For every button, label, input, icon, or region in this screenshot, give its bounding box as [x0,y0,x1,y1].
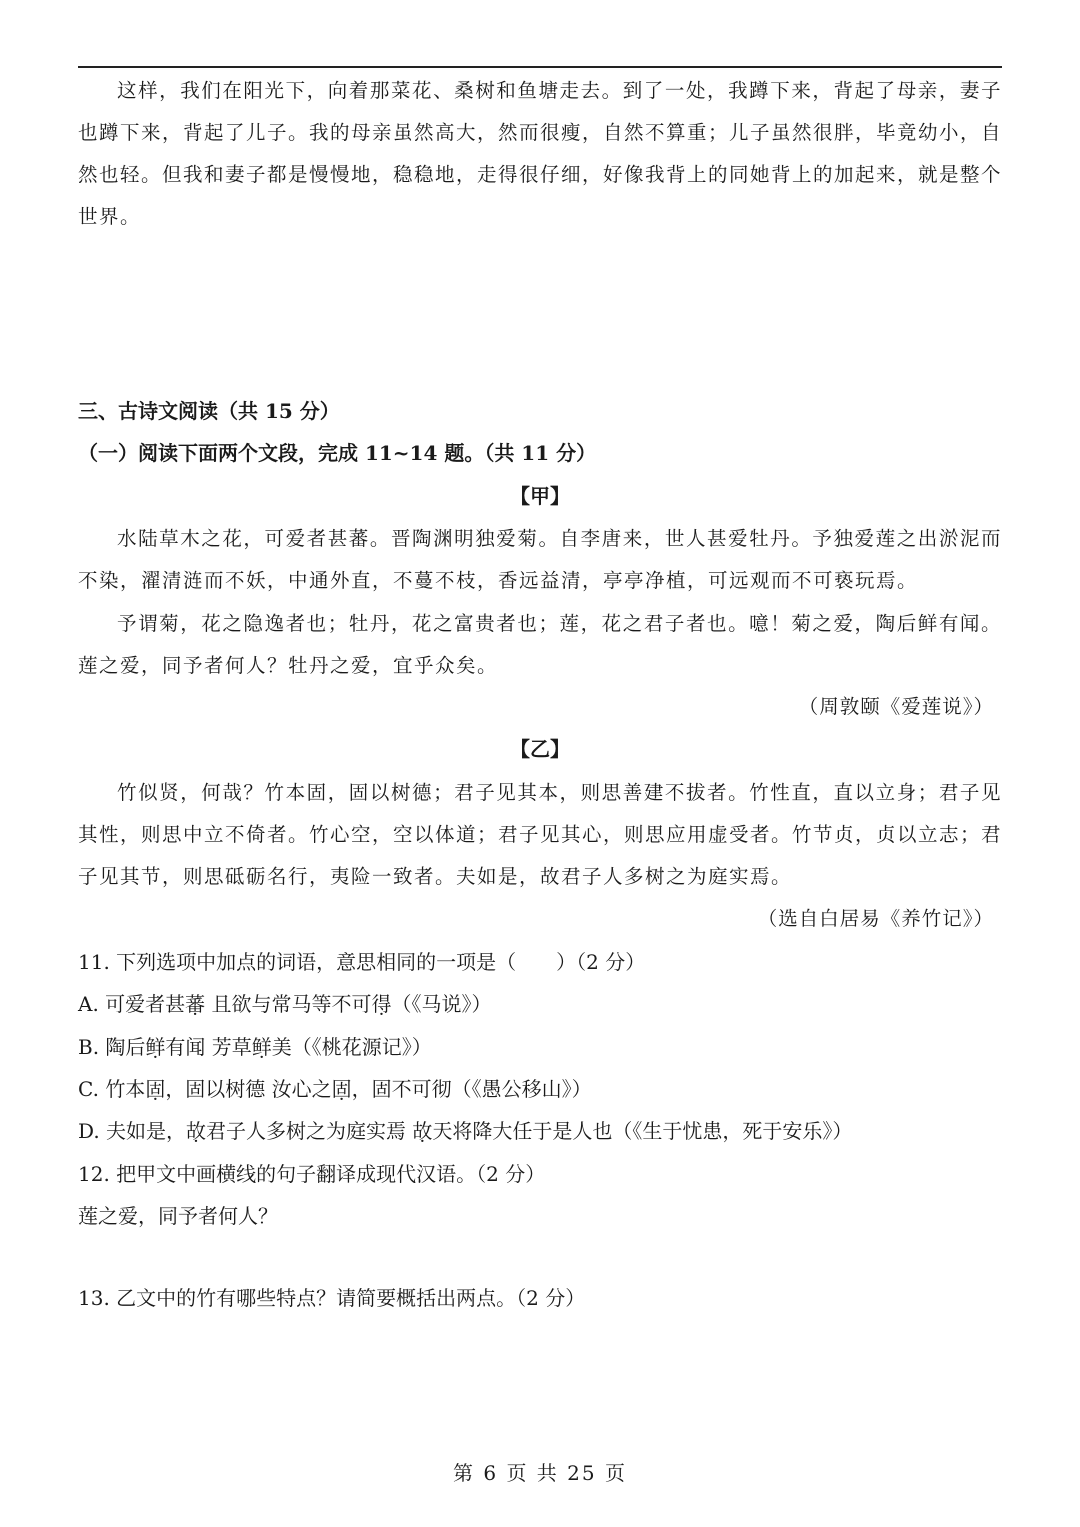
header-rule [78,66,1002,68]
dotted-char: 鲜 [145,1035,166,1059]
dotted-char: 固 [145,1077,166,1101]
dotted-char: 鲜 [251,1035,272,1059]
dotted-char: 故 [412,1119,433,1143]
jia-paragraph-1: 水陆草木之花，可爱者甚蕃。晋陶渊明独爱菊。自李唐来，世人甚爱牡丹。予独爱莲之出淤泥而不染，濯清涟而不妖，中通外直，不蔓不枝，香远益清，亭亭净植，可远观而不可亵玩焉。 [78,527,1002,592]
q12-stem: 12. 把甲文中画横线的句子翻译成现代汉语。（2 分） [78,1162,546,1186]
subsection-title: （一）阅读下面两个文段，完成 11~14 题。（共 11 分） [78,441,597,465]
top-passage: 这样，我们在阳光下，向着那菜花、桑树和鱼塘走去。到了一处，我蹲下来，背起了母亲，妻子也蹲下来，背起了儿子。我的母亲虽然高大，然而很瘦，自然不算重；儿子虽然很胖，毕竟幼小，自然也轻。但我和妻子都是慢慢地，稳稳地，走得很仔细，好像我背上的同她背上的加起来，就是整个世界。 [78,79,1003,228]
q13-stem: 13. 乙文中的竹有哪些特点？请简要概括出两点。（2 分） [78,1286,586,1310]
q11-option-c: C. 竹本固，固以树德 汝心之固，固不可彻（《愚公移山》） [78,1077,592,1101]
q11-option-b: B. 陶后鲜有闻 芳草鲜美（《桃花源记》） [78,1035,432,1059]
q11-option-d: D. 夫如是，故君子人多树之为庭实焉 故天将降大任于是人也（《生于忧患，死于安乐》） [78,1119,853,1143]
yi-paragraph-1: 竹似贤，何哉？竹本固，固以树德；君子见其本，则思善建不拔者。竹性直，直以立身；君子见其性，则思中立不倚者。竹心空，空以体道；君子见其心，则思应用虚受者。竹节贞，贞以立志；君子见其节，则思砥砺名行，夷险一致者。夫如是，故君子人多树之为庭实焉。 [78,781,1003,888]
dotted-char: 固 [331,1077,352,1101]
dotted-char: 得 [371,992,392,1016]
label-yi: 【乙】 [510,737,570,761]
q11-stem: 11. 下列选项中加点的词语，意思相同的一项是（ ）（2 分） [78,950,646,974]
q11-option-a: A. 可爱者甚蕃 且欲与常马等不可得（《马说》） [78,992,492,1016]
section-title: 三、古诗文阅读（共 15 分） [78,399,340,423]
dotted-char: 故 [186,1119,207,1143]
page-number: 第 6 页 共 25 页 [453,1461,627,1485]
label-jia: 【甲】 [510,484,570,508]
yi-source: （选自白居易《养竹记》） [757,907,994,930]
jia-source: （周敦颐《爱莲说》） [798,695,994,718]
jia-paragraph-2: 予谓菊，花之隐逸者也；牡丹，花之富贵者也；莲，花之君子者也。噫！菊之爱，陶后鲜有闻。莲之爱，同予者何人？牡丹之爱，宜乎众矣。 [78,612,1002,677]
q12-sentence: 莲之爱，同予者何人？ [78,1204,278,1228]
dotted-char: 蕃 [185,992,206,1016]
